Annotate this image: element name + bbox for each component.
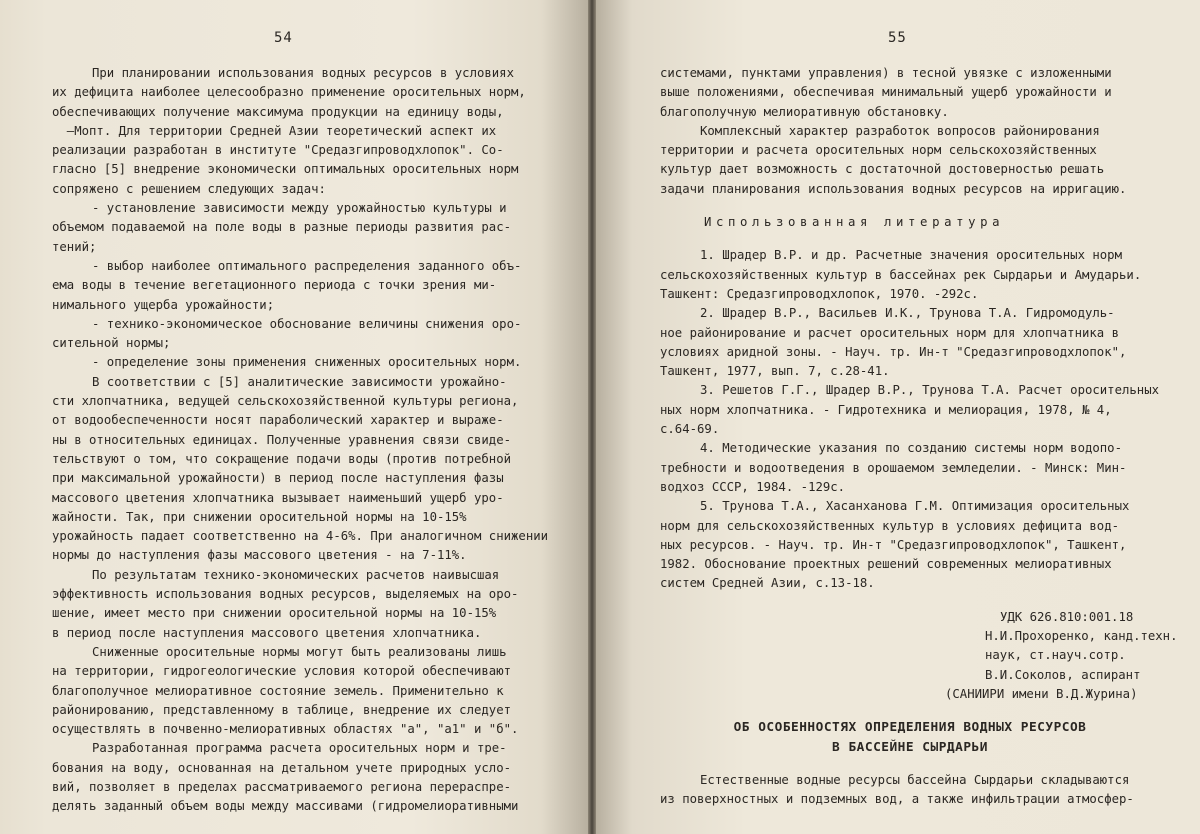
reference-line: систем Средней Азии, с.13-18. (660, 576, 875, 591)
text-line: задачи планирования использования водных ресурсов на ирригацию. (660, 181, 1127, 196)
spacer (660, 199, 1160, 213)
reference-line: сельскохозяйственных культур в бассейнах рек Сырдарьи и Амударьи. (660, 267, 1142, 282)
reference-line: ных ресурсов. - Науч. тр. Ин-т "Средазгипроводхлопок", Ташкент, (660, 537, 1127, 552)
book-gutter (588, 0, 596, 834)
text-line: их дефицита наиболее целесообразно применение оросительных норм, (52, 85, 526, 100)
reference-line: норм для сельскохозяйственных культур в условиях дефицита вод- (660, 518, 1120, 533)
reference-line: ное районирование и расчет оросительных норм для хлопчатника в (660, 325, 1120, 340)
text-line: тельствуют о том, что сокращение подачи воды (против потребной (52, 451, 512, 466)
text-line: выше положениями, обеспечивая минимальный ущерб урожайности и (660, 85, 1112, 100)
reference-line: условиях аридной зоны. - Науч. тр. Ин-т "Средазгипроводхлопок", (660, 344, 1127, 359)
text-line: обеспечивающих получение максимума продукции на единицу воды, (52, 104, 504, 119)
reference-line: требности и водоотведения в орошаемом земледелии. - Минск: Мин- (660, 460, 1127, 475)
reference-line: Ташкент, 1977, вып. 7, с.28-41. (660, 364, 890, 379)
text-line: - выбор наиболее оптимального распределения заданного объ- (92, 258, 522, 273)
article-title: В БАССЕЙНЕ СЫРДАРЬИ (832, 739, 988, 755)
text-line: –Мопт. Для территории Средней Азии теоретический аспект их (52, 123, 497, 138)
text-line: - определение зоны применения сниженных оросительных норм. (92, 355, 522, 370)
text-line: Сниженные оросительные нормы могут быть реализованы лишь (92, 644, 507, 659)
text-line: сительной нормы; (52, 336, 171, 351)
reference-line: 1982. Обоснование проектных решений современных мелиоративных (660, 557, 1112, 572)
reference-line: ных норм хлопчатника. - Гидротехника и мелиорация, 1978, № 4, (660, 402, 1112, 417)
reference-line: 1. Шрадер В.Р. и др. Расчетные значения оросительных норм (700, 248, 1122, 263)
text-line: бования на воду, основанная на детальном учете природных усло- (52, 760, 512, 775)
text-line: вий, позволяет в пределах рассматриваемого региона перераспре- (52, 779, 512, 794)
text-line: благополучное мелиоративное состояние земель. Применительно к (52, 683, 504, 698)
author-line: В.И.Соколов, аспирант (985, 667, 1141, 682)
reference-line: 5. Трунова Т.А., Хасанханова Г.М. Оптимизация оросительных (700, 499, 1130, 514)
text-line: культур дает возможность с достаточной достоверностью решать (660, 162, 1105, 177)
text-line: жайности. Так, при снижении оросительной нормы на 10-15% (52, 509, 467, 524)
right-page-text (660, 64, 1178, 809)
text-line: в период после наступления массового цветения хлопчатника. (52, 625, 482, 640)
spacer (660, 704, 1160, 718)
text-line: - установление зависимости между урожайностью культуры и (92, 201, 507, 216)
page-number-right: 55 (888, 30, 907, 46)
text-line: территории и расчета оросительных норм сельскохозяйственных (660, 143, 1097, 158)
spacer (660, 594, 1160, 608)
text-line: реализации разработан в институте "Средазгипроводхлопок". Со- (52, 143, 504, 158)
text-line: урожайность падает соответственно на 4-6%. При аналогичном снижении (52, 529, 549, 544)
reference-line: 2. Шрадер В.Р., Васильев И.К., Трунова Т.А. Гидромодуль- (700, 306, 1115, 321)
author-line: Н.И.Прохоренко, канд.техн. (985, 629, 1178, 644)
text-line: эффективность использования водных ресурсов, выделяемых на оро- (52, 587, 519, 602)
text-line: объемом подаваемой на поле воды в разные периоды развития рас- (52, 220, 512, 235)
text-line: нимального ущерба урожайности; (52, 297, 275, 312)
text-line: системами, пунктами управления) в тесной увязке с изложенными (660, 66, 1112, 80)
text-line: сопряжено с решением следующих задач: (52, 181, 326, 196)
author-line: наук, ст.науч.сотр. (985, 648, 1126, 663)
text-line: массового цветения хлопчатника вызывает наименьший ущерб уро- (52, 490, 504, 505)
text-line: осуществлять в почвенно-мелиоративных областях "а", "а1" и "б". (52, 722, 519, 737)
text-line: шение, имеет место при снижении оросительной нормы на 10-15% (52, 606, 497, 621)
text-line: Комплексный характер разработок вопросов районирования (700, 123, 1100, 138)
text-line: от водообеспеченности носят параболический характер и выраже- (52, 413, 504, 428)
spacer (660, 757, 1160, 771)
spacer (660, 232, 1160, 246)
text-line: ны в относительных единицах. Полученные уравнения связи свиде- (52, 432, 512, 447)
text-line: благополучную мелиоративную обстановку. (660, 104, 949, 119)
left-page (0, 0, 588, 834)
text-line: из поверхностных и подземных вод, а также инфильтрации атмосфер- (660, 792, 1134, 807)
text-line: делять заданный объем воды между массивами (гидромелиоративными (52, 799, 519, 814)
text-line: сти хлопчатника, ведущей сельскохозяйственной культуры региона, (52, 394, 519, 409)
text-line: районированию, представленному в таблице, внедрение их следует (52, 702, 512, 717)
udk-code: УДК 626.810:001.18 (1000, 609, 1134, 624)
text-line: нормы до наступления фазы массового цветения - на 7-11%. (52, 548, 467, 563)
text-line: ема воды в течение вегетационного периода с точки зрения ми- (52, 278, 497, 293)
references-heading: Использованная литература (704, 215, 1005, 230)
reference-line: водхоз СССР, 1984. -129с. (660, 479, 846, 494)
text-line: Естественные водные ресурсы бассейна Сырдарьи складываются (700, 772, 1130, 787)
left-page-text (52, 64, 549, 817)
right-page (596, 0, 1200, 834)
text-line: В соответствии с [5] аналитические зависимости урожайно- (92, 374, 507, 389)
text-line: гласно [5] внедрение экономически оптимальных оросительных норм (52, 162, 519, 177)
text-line: - технико-экономическое обоснование величины снижения оро- (92, 316, 522, 331)
text-line: По результатам технико-экономических расчетов наивысшая (92, 567, 500, 582)
text-line: При планировании использования водных ресурсов в условиях (92, 66, 514, 80)
text-line: тений; (52, 239, 97, 254)
article-title: ОБ ОСОБЕННОСТЯХ ОПРЕДЕЛЕНИЯ ВОДНЫХ РЕСУРСОВ (733, 720, 1087, 736)
reference-line: 3. Решетов Г.Г., Шрадер В.Р., Трунова Т.А. Расчет оросительных (700, 383, 1160, 398)
reference-line: с.64-69. (660, 422, 720, 437)
text-line: на территории, гидрогеологические условия которой обеспечивают (52, 664, 512, 679)
text-line: при максимальной урожайности) в период после наступления фазы (52, 471, 504, 486)
text-line: Разработанная программа расчета оросительных норм и тре- (92, 741, 507, 756)
page-number-left: 54 (274, 30, 293, 46)
reference-line: Ташкент: Средазгипроводхлопок, 1970. -292с. (660, 286, 979, 301)
reference-line: 4. Методические указания по созданию системы норм водопо- (700, 441, 1122, 456)
author-affiliation: (САНИИРИ имени В.Д.Журина) (945, 686, 1138, 701)
